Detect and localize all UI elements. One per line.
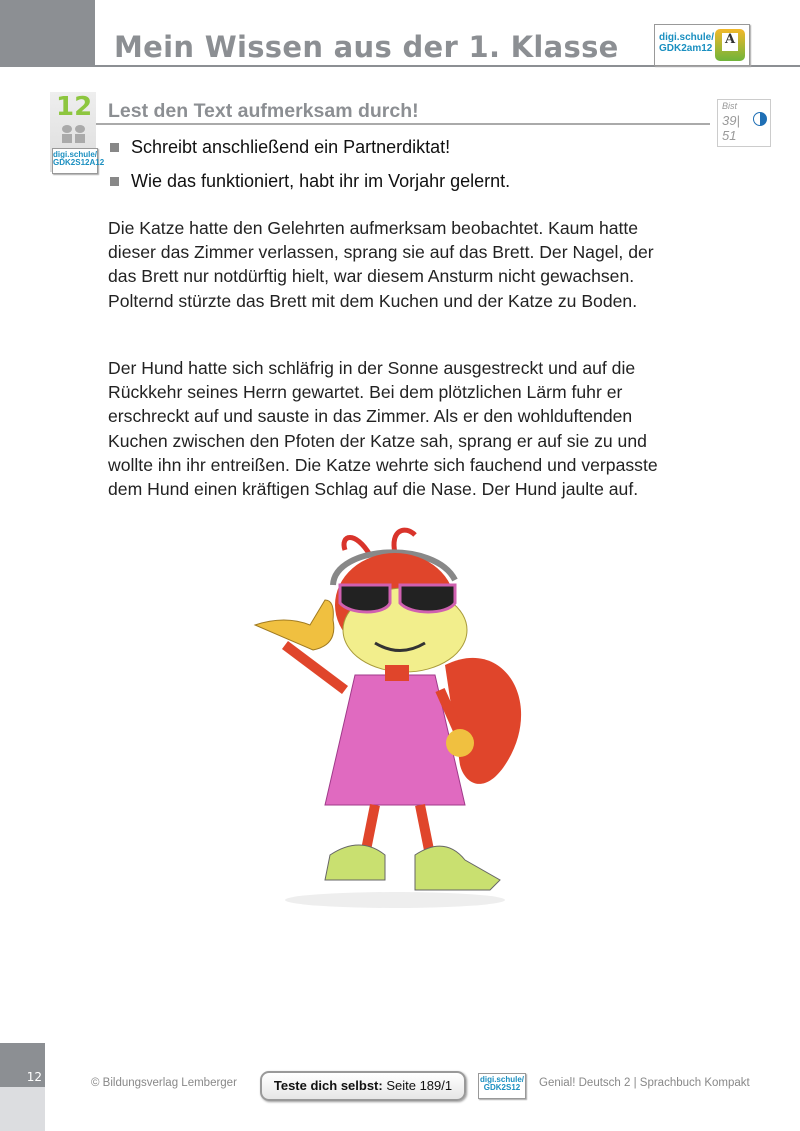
text-line: das Brett nur notdürftig hielt, war diesem Ansturm nicht gewachsen.: [108, 266, 635, 287]
footer-side-block: [0, 1043, 45, 1131]
header-block: [0, 0, 95, 66]
text-line: Kuchen zwischen den Pfoten der Katze sah, sprang er auf sie zu und: [108, 430, 647, 451]
app-icon: [715, 29, 745, 61]
teste-page: Seite 189/1: [382, 1078, 453, 1093]
digi-link-text: digi.schule/ GDK2S12: [479, 1075, 524, 1093]
page-title: Mein Wissen aus der 1. Klasse: [114, 30, 619, 64]
app-letter: A: [722, 33, 738, 51]
page-number: 12: [26, 1070, 42, 1084]
text-line: Der Hund hatte sich schläfrig in der Sonne ausgestreckt und auf die: [108, 358, 636, 378]
digi-link-task[interactable]: [52, 148, 105, 174]
half-circle-icon: [753, 112, 767, 126]
text-line: Rückkehr seines Herrn gewartet. Bei dem plötzlichen Lärm fuhr er: [108, 382, 623, 403]
bullet-item: [110, 137, 450, 158]
paragraph-2: [108, 356, 708, 501]
text-line: wollte ihn ihr entreißen. Die Katze wehrte sich fauchend und verpasste: [108, 454, 658, 475]
bist-line2: 51: [722, 128, 737, 143]
text-line: Polternd stürzte das Brett mit dem Kuchen und der Katze zu Boden.: [108, 290, 638, 311]
bist-badge: [717, 99, 771, 147]
digi-link-text: digi.schule/ GDK2S12A12: [53, 150, 105, 168]
copyright: © Bildungsverlag Lemberger: [91, 1077, 237, 1089]
paragraph-1: [108, 216, 708, 313]
bullet-item: [110, 171, 510, 192]
book-title: Genial! Deutsch 2 | Sprachbuch Kompakt: [539, 1077, 750, 1089]
teste-label: Teste dich selbst:: [273, 1078, 383, 1093]
bist-line1: 39|: [722, 113, 740, 128]
bullet-text: Schreibt anschließend ein Partnerdiktat!: [131, 137, 451, 157]
text-line: dieser das Zimmer verlassen, sprang sie auf das Brett. Der Nagel, der: [108, 242, 654, 263]
text-line: dem Hund einen kräftigen Schlag auf die Nase. Der Hund jaulte auf.: [108, 479, 639, 500]
text-line: erschreckt auf und sauste in das Zimmer. Als er den wohlduftenden: [108, 406, 633, 427]
text-line: Die Katze hatte den Gelehrten aufmerksam beobachtet. Kaum hatte: [108, 218, 639, 238]
bullet-text: Wie das funktioniert, habt ihr im Vorjahr gelernt.: [131, 171, 511, 191]
bist-label: Bist: [722, 101, 738, 111]
digi-link-footer[interactable]: [478, 1073, 526, 1099]
digi-link-header[interactable]: [654, 24, 750, 66]
heading-rule: [96, 123, 710, 125]
task-heading: Lest den Text aufmerksam durch!: [108, 100, 419, 122]
digi-link-text: digi.schule/ GDK2am12: [659, 32, 715, 54]
ant-mascot-illustration: [245, 525, 545, 915]
partner-work-icon: [62, 125, 86, 143]
task-number: 12: [56, 92, 93, 122]
teste-dich-selbst-button[interactable]: [260, 1071, 466, 1101]
